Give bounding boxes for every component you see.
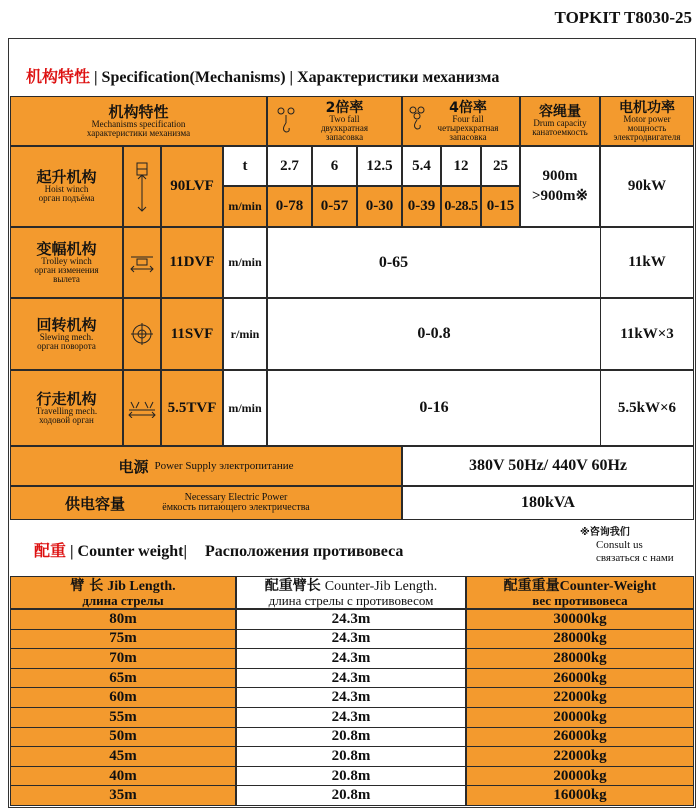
header-motor: 电机功率 Motor power мощность электродвигателя	[600, 96, 694, 146]
cw-row-cw: 22000kg	[466, 687, 694, 708]
hoist-unit-speed: m/min	[223, 186, 267, 227]
cw-header-jib: 臂 长 Jib Length. длина стрелы	[10, 576, 236, 609]
cw-row-jib: 40m	[10, 766, 236, 787]
travel-icon-cell	[123, 370, 161, 446]
travel-speed: 0-16	[267, 370, 601, 446]
slewing-icon	[130, 322, 154, 346]
travel-label: 行走机构 Travelling mech. ходовой орган	[10, 370, 123, 446]
header-fall2: 2倍率 Two fall двухкратная запасовка	[267, 96, 402, 146]
hoist-speed-4: 0-39	[402, 186, 441, 227]
slewing-icon-cell	[123, 298, 161, 370]
cw-row-cjib: 20.8m	[236, 746, 466, 767]
hook2-icon	[276, 105, 298, 135]
cw-row-cw: 28000kg	[466, 648, 694, 669]
slewing-speed: 0-0.8	[267, 298, 601, 370]
trolley-speed-ext	[519, 227, 601, 298]
hoist-power: 90kW	[600, 146, 694, 227]
hoist-load-2: 6	[312, 146, 357, 186]
cw-row-cjib: 24.3m	[236, 707, 466, 728]
cw-row-jib: 70m	[10, 648, 236, 669]
trolley-icon-cell	[123, 227, 161, 298]
spec-title-cn: 机构特性	[26, 67, 91, 86]
hoist-label: 起升机构 Hoist winch орган подъёма	[10, 146, 123, 227]
cw-row-cjib: 20.8m	[236, 766, 466, 787]
slewing-unit: r/min	[223, 298, 267, 370]
travel-icon	[127, 398, 157, 418]
cw-title: 配重 | Counter weight| Расположения противовеса	[34, 541, 404, 560]
cw-row-jib: 65m	[10, 668, 236, 689]
hoist-speed-3: 0-30	[357, 186, 402, 227]
electric-power-value: 180kVA	[402, 486, 694, 520]
trolley-label: 变幅机构 Trolley winch орган изменения вылета	[10, 227, 123, 298]
travel-model: 5.5TVF	[161, 370, 223, 446]
power-supply-label: 电源 Power Supply электропитание	[10, 446, 402, 486]
consult-note: ※咨询我们 Consult us связаться с нами	[580, 527, 674, 565]
cw-row-cjib: 20.8m	[236, 785, 466, 806]
cw-row-cw: 22000kg	[466, 746, 694, 767]
cw-row-cjib: 24.3m	[236, 648, 466, 669]
header-fall4: 4倍率 Four fall четырехкратная запасовка	[402, 96, 520, 146]
hoist-load-3: 12.5	[357, 146, 402, 186]
hoist-drum: 900m >900m※	[520, 146, 600, 227]
slewing-model: 11SVF	[161, 298, 223, 370]
cw-row-cw: 20000kg	[466, 766, 694, 787]
cw-row-jib: 50m	[10, 727, 236, 748]
header-drum: 容绳量 Drum capacity канатоемкость	[520, 96, 600, 146]
power-supply-value: 380V 50Hz/ 440V 60Hz	[402, 446, 694, 486]
hoist-unit-t: t	[223, 146, 267, 186]
cw-header-cjib: 配重臂长 Counter-Jib Length. длина стрелы с противовесом	[236, 576, 466, 609]
slewing-power: 11kW×3	[600, 298, 694, 370]
cw-row-jib: 45m	[10, 746, 236, 767]
trolley-icon	[129, 252, 155, 274]
trolley-unit: m/min	[223, 227, 267, 298]
cw-row-cw: 16000kg	[466, 785, 694, 806]
cw-row-cjib: 24.3m	[236, 668, 466, 689]
cw-row-cw: 26000kg	[466, 727, 694, 748]
cw-row-cw: 28000kg	[466, 629, 694, 650]
cw-header-cw: 配重重量Counter-Weight вес противовеса	[466, 576, 694, 609]
hoist-speed-1: 0-78	[267, 186, 312, 227]
cw-row-cw: 30000kg	[466, 609, 694, 630]
spec-title-ru: Характеристики механизма	[297, 69, 500, 86]
hoist-load-5: 12	[441, 146, 481, 186]
cw-row-cjib: 20.8m	[236, 727, 466, 748]
hoist-load-6: 25	[481, 146, 520, 186]
hoist-speed-2: 0-57	[312, 186, 357, 227]
travel-power: 5.5kW×6	[600, 370, 694, 446]
hoist-speed-6: 0-15	[481, 186, 520, 227]
cw-row-jib: 35m	[10, 785, 236, 806]
travel-unit: m/min	[223, 370, 267, 446]
header-mech: 机构特性 Mechanisms specification характеристики механизма	[10, 96, 267, 146]
cw-row-jib: 55m	[10, 707, 236, 728]
cw-row-jib: 60m	[10, 687, 236, 708]
hoist-load-4: 5.4	[402, 146, 441, 186]
cw-row-cjib: 24.3m	[236, 609, 466, 630]
hoist-icon-cell	[123, 146, 161, 227]
trolley-power: 11kW	[600, 227, 694, 298]
hoist-model: 90LVF	[161, 146, 223, 227]
model-title: TOPKIT T8030-25	[554, 8, 692, 27]
trolley-speed: 0-65	[267, 227, 520, 298]
cw-row-jib: 80m	[10, 609, 236, 630]
cw-row-cjib: 24.3m	[236, 629, 466, 650]
slewing-label: 回转机构 Slewing mech. орган поворота	[10, 298, 123, 370]
cw-row-cw: 20000kg	[466, 707, 694, 728]
cw-row-jib: 75m	[10, 629, 236, 650]
hoist-speed-5: 0-28.5	[441, 186, 481, 227]
spec-title-en: Specification(Mechanisms)	[101, 69, 286, 86]
trolley-model: 11DVF	[161, 227, 223, 298]
cw-row-cjib: 24.3m	[236, 687, 466, 708]
electric-power-label: 供电容量 Necessary Electric Power ёмкость питающего электричества	[10, 486, 402, 520]
hoist-load-1: 2.7	[267, 146, 312, 186]
cw-row-cw: 26000kg	[466, 668, 694, 689]
hook4-icon	[409, 105, 431, 135]
hoist-icon	[132, 159, 152, 215]
spec-title: 机构特性 | Specification(Mechanisms) | Характеристики механизма	[26, 67, 500, 86]
